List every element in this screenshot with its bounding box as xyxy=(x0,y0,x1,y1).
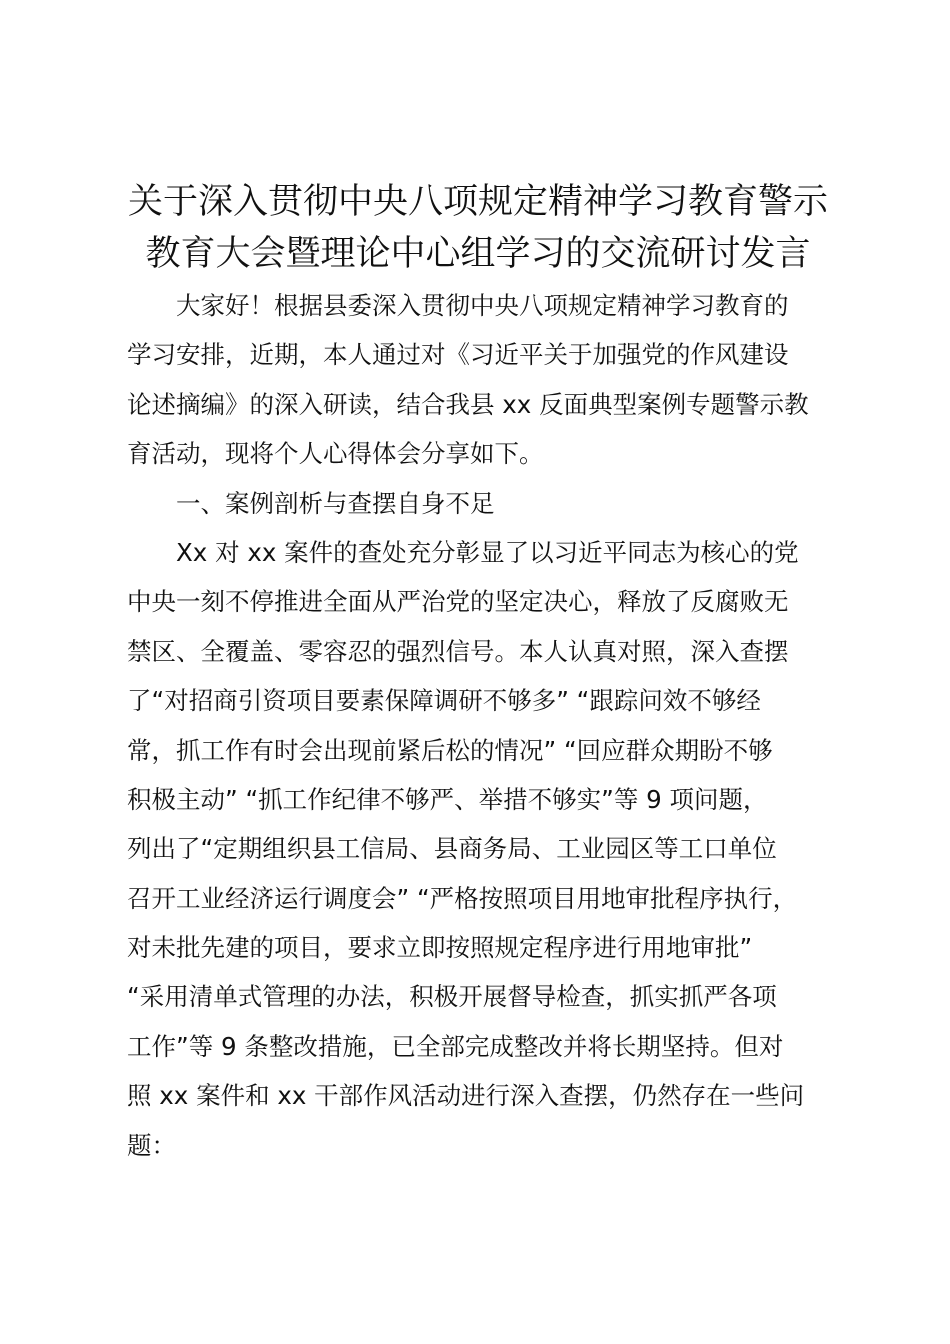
body-line: 工作”等 9 条整改措施，已全部完成整改并将长期坚持。但对 xyxy=(127,1031,784,1061)
body-line: 大家好！根据县委深入贯彻中央八项规定精神学习教育的 xyxy=(176,291,789,320)
body-line: “采用清单式管理的办法，积极开展督导检查，抓实抓严各项 xyxy=(127,982,777,1012)
body-line: 了“对招商引资项目要素保障调研不够多” “跟踪问效不够经 xyxy=(127,686,761,716)
body-line: 对未批先建的项目，要求立即按照规定程序进行用地审批” xyxy=(127,933,753,963)
section-heading: 一、案例剖析与查摆自身不足 xyxy=(176,488,495,518)
body-line: 育活动，现将个人心得体会分享如下。 xyxy=(127,439,544,469)
body-line: 论述摘编》的深入研读，结合我县 xx 反面典型案例专题警示教 xyxy=(127,389,809,419)
body-line: Xx 对 xx 案件的查处充分彰显了以习近平同志为核心的党 xyxy=(176,537,799,567)
body-line: 学习安排，近期，本人通过对《习近平关于加强党的作风建设 xyxy=(127,340,789,370)
body-line: 禁区、全覆盖、零容忍的强烈信号。本人认真对照，深入查摆 xyxy=(127,636,789,666)
document-title xyxy=(118,176,838,280)
body-line: 题： xyxy=(127,1130,176,1160)
body-line: 常，抓工作有时会出现前紧后松的情况” “回应群众期盼不够 xyxy=(127,735,773,765)
body-line: 照 xx 案件和 xx 干部作风活动进行深入查摆，仍然存在一些问 xyxy=(127,1081,805,1111)
body-line: 列出了“定期组织县工信局、县商务局、工业园区等工口单位 xyxy=(127,834,777,864)
body-line: 召开工业经济运行调度会” “严格按照项目用地审批程序执行， xyxy=(127,883,798,913)
document-body xyxy=(127,281,857,1170)
body-line: 积极主动” “抓工作纪律不够严、举措不够实”等 9 项问题， xyxy=(127,784,768,814)
title-line-1: 关于深入贯彻中央八项规定精神学习教育警示 xyxy=(127,182,828,222)
title-line-2: 教育大会暨理论中心组学习的交流研讨发言 xyxy=(145,234,811,274)
body-line: 中央一刻不停推进全面从严治党的坚定决心，释放了反腐败无 xyxy=(127,587,789,617)
